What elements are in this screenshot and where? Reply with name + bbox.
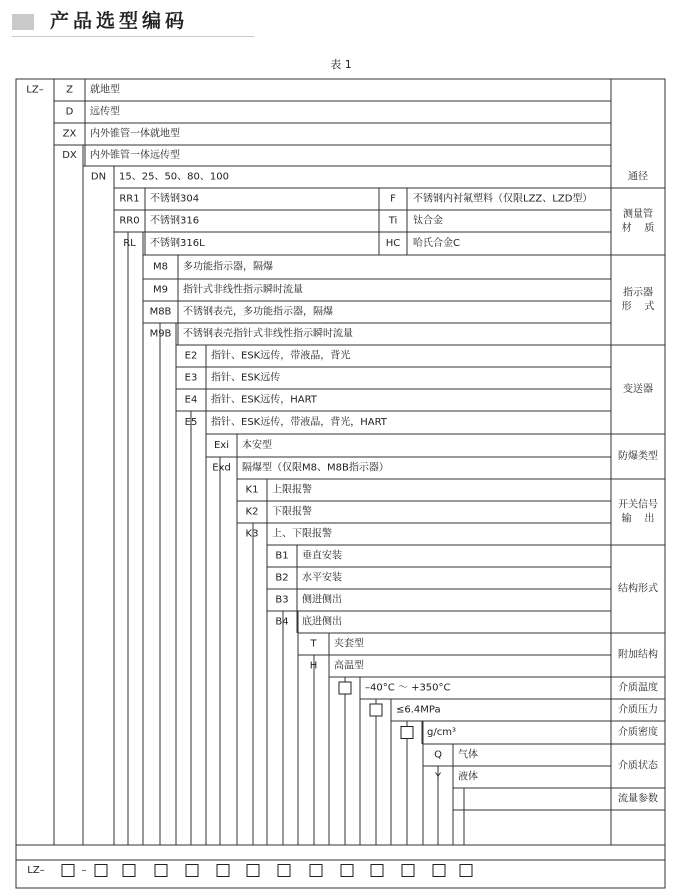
option-desc: 多功能指示器，隔爆 (183, 261, 273, 273)
option-code: H (309, 660, 318, 672)
option-desc: 15、25、50、80、100 (119, 171, 229, 183)
category-label: 防爆类型 (618, 451, 658, 462)
footer-dash: – (81, 865, 87, 876)
option-desc: –40°C ～ +350°C (365, 682, 451, 694)
option-code: M8B (149, 306, 172, 318)
option-desc: 不锈钢304 (150, 193, 200, 205)
option-code: D (65, 106, 74, 118)
category-label: 附加结构 (618, 649, 658, 661)
option-desc: 夹套型 (334, 638, 364, 650)
option-desc: 侧进侧出 (302, 594, 342, 606)
category-label: 开关信号 (618, 499, 658, 511)
option-code: K3 (245, 528, 259, 540)
option-desc: 不锈钢表壳，多功能指示器，隔爆 (183, 306, 333, 318)
option-code: Exd (212, 462, 231, 474)
option-desc: 高温型 (334, 660, 364, 672)
option-code: B2 (275, 572, 289, 584)
option-desc: 底进侧出 (302, 616, 342, 628)
footer-code-box (371, 865, 383, 877)
option-desc: 隔爆型（仅限M8、M8B指示器） (242, 462, 389, 474)
option-desc: 指针、ESK远传，带液晶，背光 (211, 350, 351, 362)
option-code: ZX (62, 128, 77, 140)
footer-code-box (433, 865, 445, 877)
category-label: 测量管 (623, 209, 653, 220)
category-label: 通径 (628, 171, 648, 183)
option-desc-alt: 钛合金 (413, 215, 443, 227)
option-desc: 不锈钢316L (150, 238, 205, 249)
option-desc: 远传型 (90, 106, 120, 118)
option-code: Y (434, 771, 442, 783)
prefix-code: LZ– (26, 84, 44, 96)
option-code: T (310, 638, 317, 650)
option-code-alt: Ti (388, 215, 398, 227)
option-code: M9B (149, 328, 172, 340)
option-code: B3 (275, 594, 289, 606)
footer-code-box (402, 865, 414, 877)
option-desc: 水平安装 (302, 572, 342, 584)
option-desc: 指针、ESK远传，带液晶，背光，HART (211, 417, 387, 428)
option-checkbox (401, 727, 413, 739)
option-checkbox (370, 704, 382, 716)
option-desc: 指针式非线性指示瞬时流量 (183, 284, 303, 296)
option-code-alt: HC (385, 238, 401, 249)
option-code: E5 (184, 417, 198, 428)
option-code: E3 (184, 372, 198, 384)
option-code: E2 (184, 350, 198, 362)
footer-code-box (62, 865, 74, 877)
footer-code-box (247, 865, 259, 877)
table-caption: 表 1 (330, 58, 352, 71)
category-label: 介质温度 (618, 682, 658, 694)
category-label: 材 质 (621, 223, 655, 234)
option-code-alt: F (390, 193, 396, 205)
footer-code-box (278, 865, 290, 877)
option-desc: 内外锥管一体就地型 (90, 128, 180, 140)
footer-code-box (460, 865, 472, 877)
option-code: RL (123, 238, 136, 249)
category-label: 形 式 (621, 301, 655, 313)
option-desc: 就地型 (90, 84, 120, 96)
category-label: 结构形式 (618, 583, 658, 595)
option-desc: 气体 (458, 749, 478, 761)
footer-code-box (217, 865, 229, 877)
option-code: Z (66, 84, 73, 96)
option-code: M9 (153, 284, 168, 296)
option-desc: g/cm³ (427, 727, 456, 738)
option-desc-alt: 不锈钢内衬氟塑料（仅限LZZ、LZD型） (413, 193, 593, 205)
option-desc-alt: 哈氏合金C (413, 238, 460, 249)
category-label: 流量参数 (618, 793, 658, 805)
page-title: 产品选型编码 (50, 10, 189, 32)
option-desc: 本安型 (242, 440, 272, 451)
footer-code-box (186, 865, 198, 877)
option-desc: 指针、ESK远传，HART (211, 394, 317, 406)
option-code: RR1 (119, 193, 140, 205)
option-desc: 上、下限报警 (272, 528, 332, 540)
category-label: 介质状态 (618, 760, 658, 772)
footer-code-box (341, 865, 353, 877)
option-checkbox (339, 682, 351, 694)
option-code: K2 (245, 506, 259, 518)
option-desc: 下限报警 (272, 506, 312, 518)
footer-code-box (310, 865, 322, 877)
option-desc: 不锈钢表壳指针式非线性指示瞬时流量 (183, 328, 353, 340)
category-label: 指示器 (623, 287, 653, 299)
option-code: B1 (275, 550, 289, 562)
footer-code-box (123, 865, 135, 877)
category-label: 介质密度 (618, 727, 658, 738)
option-desc: 指针、ESK远传 (211, 372, 281, 384)
option-code: DX (62, 150, 77, 161)
category-label: 介质压力 (618, 704, 658, 716)
footer-code-box (95, 865, 107, 877)
option-desc: 上限报警 (272, 484, 312, 496)
option-code: Q (434, 749, 442, 761)
option-desc: 液体 (458, 771, 478, 783)
option-desc: 垂直安装 (302, 550, 342, 562)
option-desc: 不锈钢316 (150, 215, 200, 227)
option-desc: ≤6.4MPa (396, 704, 441, 716)
category-label: 变送器 (623, 384, 653, 395)
footer-code-box (155, 865, 167, 877)
category-label: 输 出 (621, 513, 655, 525)
option-code: Exi (213, 440, 230, 451)
option-code: B4 (275, 616, 289, 628)
option-code: DN (90, 171, 107, 183)
option-code: K1 (245, 484, 259, 496)
footer-prefix: LZ– (27, 865, 45, 876)
option-code: RR0 (119, 215, 140, 227)
option-code: M8 (153, 261, 168, 273)
option-desc: 内外锥管一体远传型 (90, 150, 180, 161)
option-code: E4 (184, 394, 198, 406)
